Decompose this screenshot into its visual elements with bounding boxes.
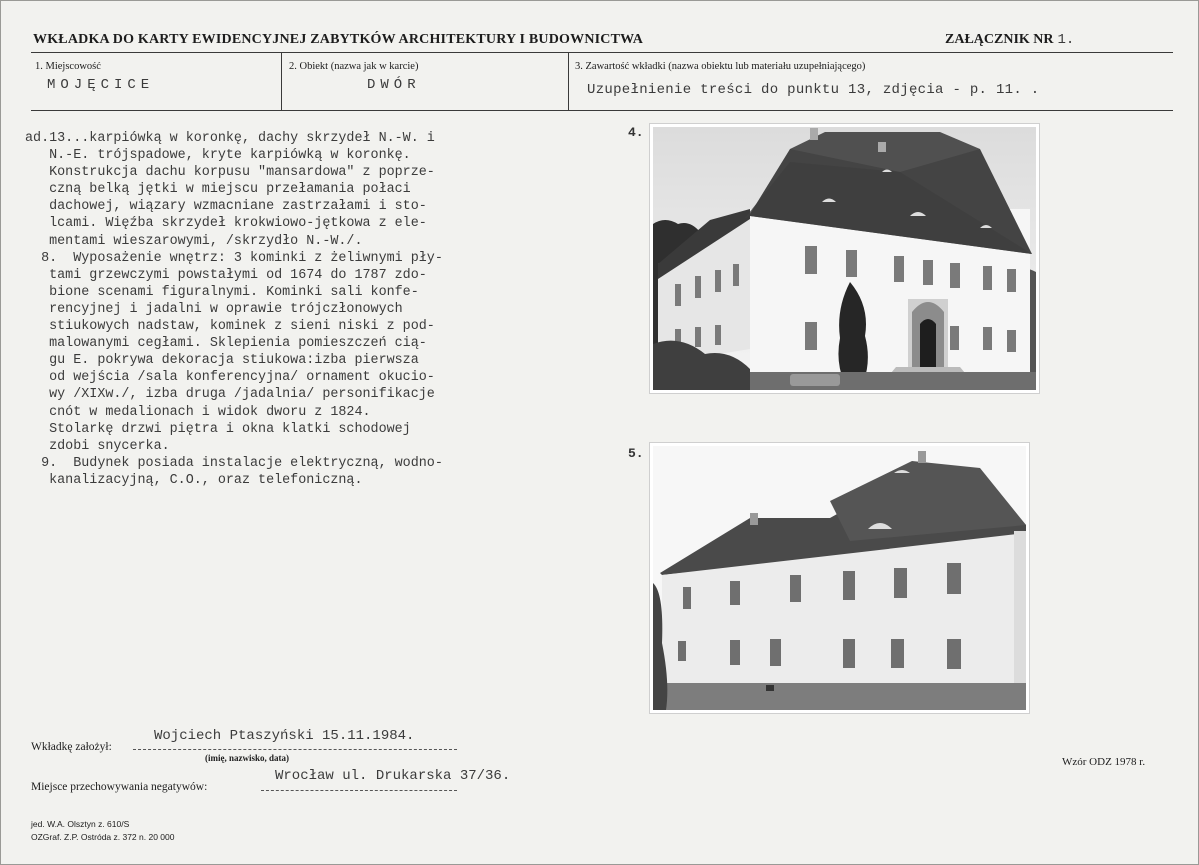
- description-line: ad.13...karpiówką w koronkę, dachy skrzydeł N.-W. i: [25, 131, 435, 146]
- content-label: 3. Zawartość wkładki (nazwa obiektu lub materiału uzupełniającego): [575, 61, 866, 72]
- print-info-line-2: OZGraf. Z.P. Ostróda z. 372 n. 20 000: [31, 832, 175, 842]
- field-divider-2: [568, 53, 569, 110]
- template-note: Wzór ODZ 1978 r.: [1062, 756, 1146, 768]
- manor-photo-side-image: [650, 443, 1029, 713]
- description-line: kanalizacyjną, C.O., oraz telefoniczną.: [49, 472, 363, 488]
- annex-label: [945, 32, 1074, 48]
- print-info: [31, 818, 174, 844]
- description-line: Stolarkę drzwi piętra i okna klatki schodowej: [49, 421, 411, 437]
- content-value: Uzupełnienie treści do punktu 13, zdjęcia - p. 11. .: [587, 82, 1040, 98]
- created-by-value: Wojciech Ptaszyński 15.11.1984.: [154, 728, 415, 744]
- description-line: tami grzewczymi powstałymi od 1674 do 1787 zdo-: [49, 267, 427, 283]
- description-line: lcami. Więźba skrzydeł krokwiowo-jętkowa z ele-: [49, 216, 427, 232]
- created-by-label: Wkładkę założył:: [31, 741, 112, 753]
- description-line: N.-E. trójspadowe, kryte karpiówką w koronkę.: [49, 148, 411, 164]
- description-text: [25, 130, 585, 489]
- created-by-hint: (imię, nazwisko, data): [205, 753, 289, 763]
- negatives-line: [261, 790, 457, 791]
- description-line: od wejścia /sala konferencyjna/ ornament okucio-: [49, 370, 435, 386]
- photo-5-number: 5.: [628, 446, 644, 461]
- description-line: gu E. pokrywa dekoracja stiukowa:izba pierwsza: [49, 353, 419, 369]
- description-line: 9. Budynek posiada instalacje elektryczną, wodno-: [41, 455, 443, 471]
- description-line: czną belką jętki w miejscu przełamania połaci: [49, 182, 411, 198]
- created-by-line: [133, 749, 457, 750]
- description-line: bione scenami figuralnymi. Kominki sali konfe-: [49, 284, 419, 300]
- header-rule-top: [31, 52, 1173, 53]
- description-line: dachowej, wiązary wzmacniane zastrzałami i sto-: [49, 199, 427, 215]
- locality-value: MOJĘCICE: [47, 77, 155, 93]
- description-line: wy /XIXw./, izba druga /jadalnia/ personifikacje: [49, 387, 435, 403]
- header-rule-bottom: [31, 110, 1173, 111]
- manor-photo-front-image: [650, 124, 1039, 393]
- negatives-value: Wrocław ul. Drukarska 37/36.: [275, 768, 511, 784]
- object-label: 2. Obiekt (nazwa jak w karcie): [289, 61, 419, 72]
- description-line: 8. Wyposażenie wnętrz: 3 kominki z żeliwnymi pły-: [41, 250, 443, 266]
- locality-label: 1. Miejscowość: [35, 61, 101, 72]
- object-value: DWÓR: [367, 77, 421, 93]
- description-line: stiukowych nadstaw, kominek z sieni niski z pod-: [49, 319, 435, 335]
- form-title: WKŁADKA DO KARTY EWIDENCYJNEJ ZABYTKÓW ARCHITEKTURY I BUDOWNICTWA: [33, 32, 644, 47]
- description-line: zdobi snycerka.: [49, 438, 170, 454]
- description-line: Konstrukcja dachu korpusu "mansardowa" z poprze-: [49, 165, 435, 181]
- photo-5-manor-side: [649, 442, 1030, 714]
- field-divider-1: [281, 53, 282, 110]
- annex-label-text: ZAŁĄCZNIK NR: [945, 32, 1054, 47]
- print-info-line-1: jed. W.A. Olsztyn z. 610/S: [31, 819, 130, 829]
- description-line: mentami wieszarowymi, /skrzydło N.-W./.: [49, 233, 363, 249]
- negatives-label: Miejsce przechowywania negatywów:: [31, 781, 208, 793]
- annex-number: 1.: [1057, 32, 1075, 48]
- description-line: malowanymi cegłami. Sklepienia pomieszczeń cią-: [49, 336, 427, 352]
- description-line: rencyjnej i jadalni w oprawie trójczłonowych: [49, 301, 403, 317]
- description-line: cnót w medalionach i widok dworu z 1824.: [49, 404, 371, 420]
- photo-4-number: 4.: [628, 125, 644, 140]
- photo-4-manor-front: [649, 123, 1040, 394]
